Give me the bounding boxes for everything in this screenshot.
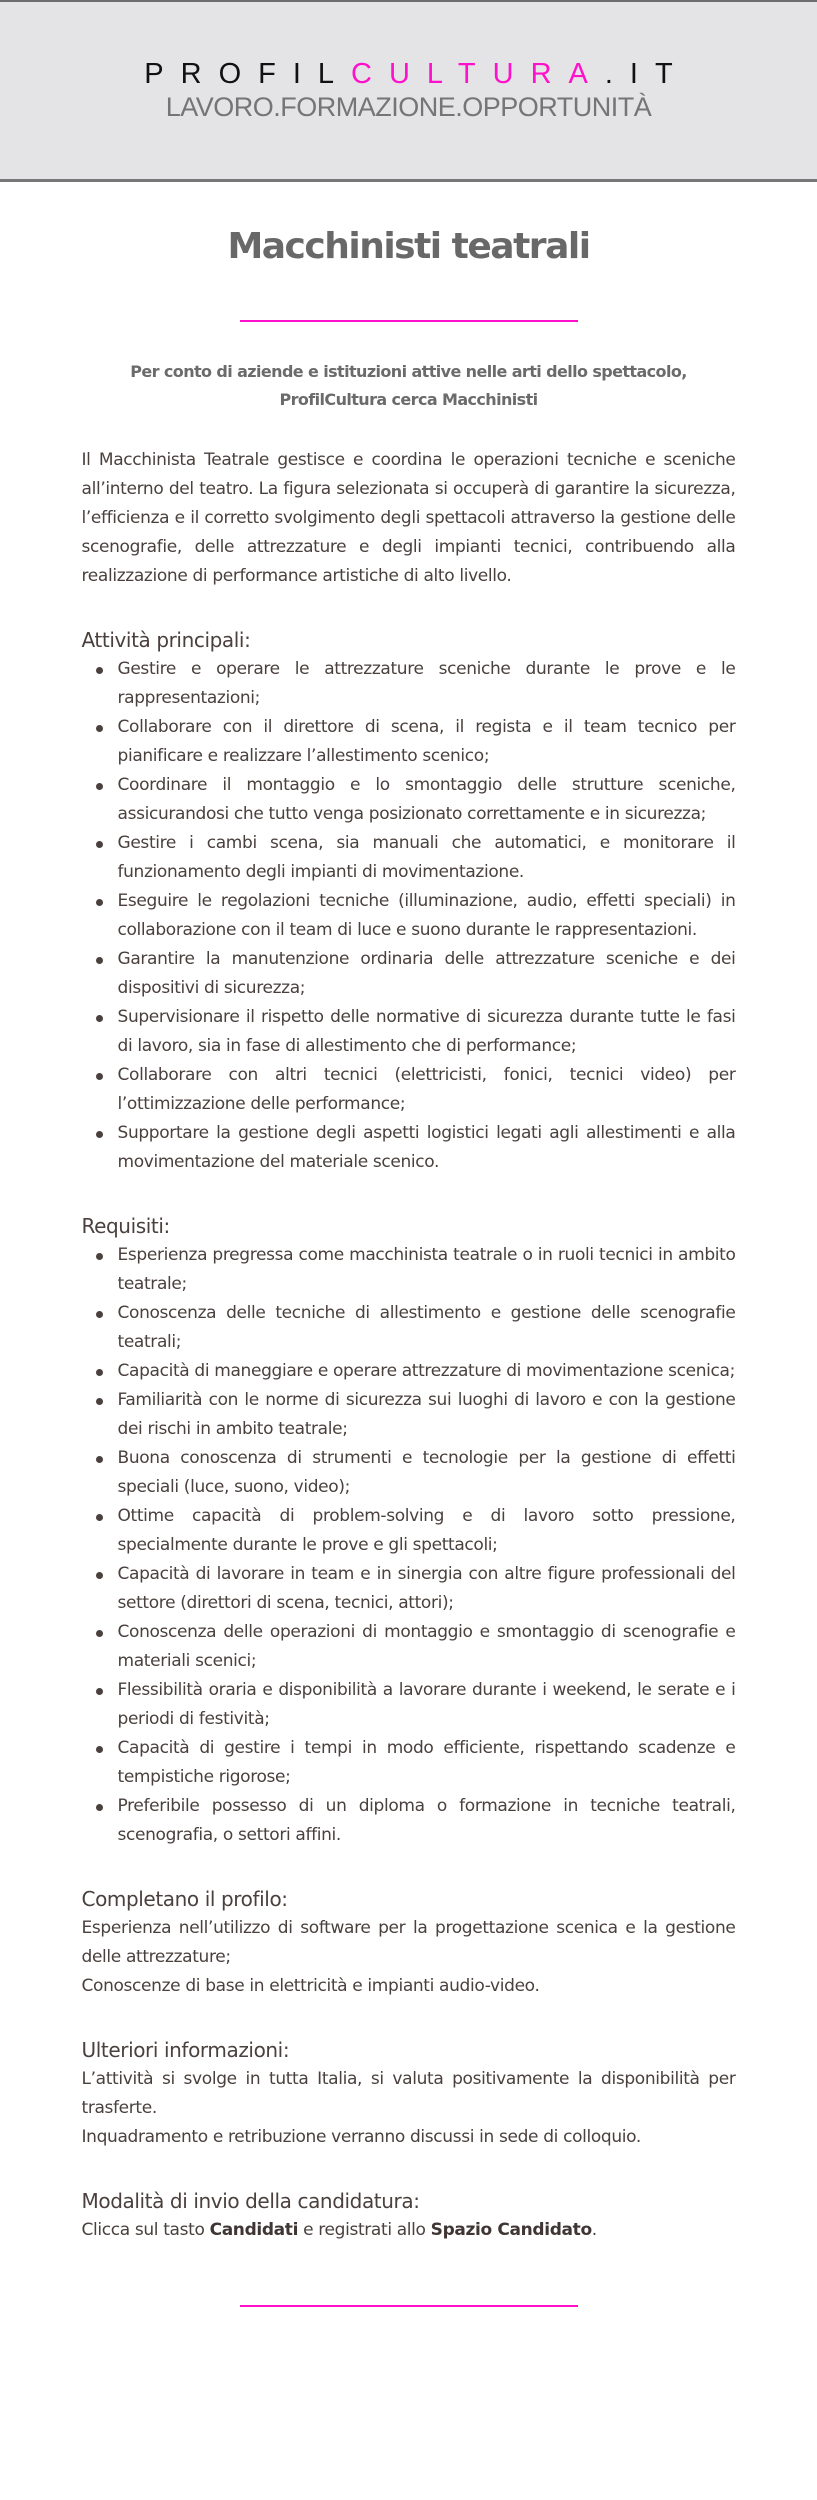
- application-instructions: [82, 2216, 736, 2245]
- activity-item: [118, 1061, 736, 1119]
- bullet-icon: [96, 1253, 103, 1260]
- activity-item: [118, 713, 736, 771]
- bullet-icon: [96, 725, 103, 732]
- logo-profil: PROFIL: [144, 58, 352, 90]
- activity-item-text: Gestire e operare le attrezzature sceniche durante le prove e le rappresentazioni;: [117, 659, 736, 708]
- activity-item: [118, 1003, 736, 1061]
- bullet-icon: [96, 1073, 103, 1080]
- site-logo[interactable]: [0, 58, 817, 90]
- activity-item-text: Collaborare con il direttore di scena, il regista e il team tecnico per pianificare e realizzare l’allestimento scenico;: [117, 717, 736, 766]
- requirement-item: [118, 1386, 736, 1444]
- logo-cultura: CULTURA: [351, 58, 605, 90]
- bullet-icon: [96, 1688, 103, 1695]
- requirement-item: [118, 1676, 736, 1734]
- requirement-item-text: Capacità di maneggiare e operare attrezzature di movimentazione scenica;: [117, 1361, 735, 1381]
- requirement-item: [118, 1299, 736, 1357]
- activity-item-text: Collaborare con altri tecnici (elettricisti, fonici, tecnici video) per l’ottimizzazione delle performance;: [117, 1065, 736, 1114]
- bullet-icon: [96, 841, 103, 848]
- bullet-icon: [96, 783, 103, 790]
- application-heading: Modalità di invio della candidatura:: [81, 2189, 420, 2213]
- requirement-item: [118, 1502, 736, 1560]
- bullet-icon: [96, 1311, 103, 1318]
- application-text-after: .: [591, 2220, 597, 2240]
- activities-heading: Attività principali:: [81, 628, 251, 652]
- intro-line-1: Per conto di aziende e istituzioni attive nelle arti dello spettacolo,: [130, 362, 687, 381]
- bullet-icon: [96, 1804, 103, 1811]
- activity-item-text: Garantire la manutenzione ordinaria delle attrezzature sceniche e dei dispositivi di sicurezza;: [117, 949, 736, 998]
- further-info-line: L’attività si svolge in tutta Italia, si valuta positivamente la disponibilità per trasferte.: [81, 2069, 736, 2118]
- requirement-item-text: Familiarità con le norme di sicurezza sui luoghi di lavoro e con la gestione dei rischi in ambito teatrale;: [117, 1390, 736, 1439]
- activity-item-text: Supervisionare il rispetto delle normative di sicurezza durante tutte le fasi di lavoro, sia in fase di allestimento che di performance;: [117, 1007, 736, 1056]
- further-info-line: Inquadramento e retribuzione verranno discussi in sede di colloquio.: [81, 2127, 641, 2147]
- activity-item: [118, 655, 736, 713]
- bullet-icon: [96, 667, 103, 674]
- requirement-item: [118, 1241, 736, 1299]
- requirement-item-text: Buona conoscenza di strumenti e tecnologie per la gestione di effetti speciali (luce, suono, video);: [117, 1448, 736, 1497]
- requirement-item: [118, 1444, 736, 1502]
- site-header: [0, 0, 817, 182]
- intro-line-2: ProfilCultura cerca Macchinisti: [279, 390, 538, 409]
- further-info-heading: Ulteriori informazioni:: [81, 2038, 290, 2062]
- requirement-item: [118, 1792, 736, 1850]
- application-text-middle: e registrati allo: [298, 2220, 431, 2240]
- activity-item-text: Supportare la gestione degli aspetti logistici legati agli allestimenti e alla movimentazione del materiale scenico.: [117, 1123, 736, 1172]
- activity-item: [118, 771, 736, 829]
- requirements-heading: Requisiti:: [81, 1214, 170, 1238]
- spazio-candidato-reference: Spazio Candidato: [430, 2220, 592, 2240]
- title-divider: [240, 320, 578, 322]
- job-description: Il Macchinista Teatrale gestisce e coordina le operazioni tecniche e sceniche all’interno del teatro. La figura selezionata si occuperà di garantire la sicurezza, l’efficienza e il corretto svolgimento degli spettacoli attraverso la gestione delle scenografie, delle attrezzature e degli impianti tecnici, contribuendo alla realizzazione di performance artistiche di alto livello.: [81, 450, 736, 586]
- requirement-item: [118, 1734, 736, 1792]
- intro-text: [82, 358, 736, 414]
- bullet-icon: [96, 1398, 103, 1405]
- activity-item: [118, 887, 736, 945]
- requirement-item-text: Preferibile possesso di un diploma o formazione in tecniche teatrali, scenografia, o settori affini.: [117, 1796, 736, 1845]
- bullet-icon: [96, 957, 103, 964]
- job-posting: [82, 182, 736, 2307]
- bullet-icon: [96, 1131, 103, 1138]
- requirement-item-text: Flessibilità oraria e disponibilità a lavorare durante i weekend, le serate e i periodi di festività;: [117, 1680, 736, 1729]
- activity-item: [118, 1119, 736, 1177]
- bullet-icon: [96, 1369, 103, 1376]
- bullet-icon: [96, 1572, 103, 1579]
- requirement-item-text: Capacità di lavorare in team e in sinergia con altre figure professionali del settore (direttori di scena, tecnici, attori);: [117, 1564, 736, 1613]
- bullet-icon: [96, 1015, 103, 1022]
- profile-text: [82, 1914, 736, 2001]
- profile-line: Esperienza nell’utilizzo di software per la progettazione scenica e la gestione delle attrezzature;: [81, 1918, 736, 1967]
- requirement-item: [118, 1560, 736, 1618]
- bullet-icon: [96, 1514, 103, 1521]
- further-info-text: [82, 2065, 736, 2152]
- footer-divider: [240, 2305, 578, 2307]
- activity-item: [118, 829, 736, 887]
- logo-tld: .IT: [604, 58, 690, 90]
- profile-line: Conoscenze di base in elettricità e impianti audio-video.: [81, 1976, 540, 1996]
- requirement-item-text: Conoscenza delle operazioni di montaggio e smontaggio di scenografie e materiali scenici;: [117, 1622, 736, 1671]
- bullet-icon: [96, 1456, 103, 1463]
- bullet-icon: [96, 899, 103, 906]
- page-title: Macchinisti teatrali: [227, 226, 590, 267]
- requirement-item: [118, 1618, 736, 1676]
- profile-heading: Completano il profilo:: [81, 1887, 288, 1911]
- activity-item-text: Eseguire le regolazioni tecniche (illuminazione, audio, effetti speciali) in collaborazione con il team di luce e suono durante le rappresentazioni.: [117, 891, 736, 940]
- activity-item-text: Gestire i cambi scena, sia manuali che automatici, e monitorare il funzionamento degli impianti di movimentazione.: [117, 833, 736, 882]
- bullet-icon: [96, 1630, 103, 1637]
- requirement-item-text: Capacità di gestire i tempi in modo efficiente, rispettando scadenze e tempistiche rigorose;: [117, 1738, 736, 1787]
- application-text-before: Clicca sul tasto: [81, 2220, 210, 2240]
- bullet-icon: [96, 1746, 103, 1753]
- activity-item-text: Coordinare il montaggio e lo smontaggio delle strutture sceniche, assicurandosi che tutto venga posizionato correttamente e in sicurezza;: [117, 775, 736, 824]
- requirement-item-text: Conoscenza delle tecniche di allestimento e gestione delle scenografie teatrali;: [117, 1303, 736, 1352]
- activity-item: [118, 945, 736, 1003]
- requirement-item: [118, 1357, 736, 1386]
- candidati-button-reference: Candidati: [209, 2220, 299, 2240]
- requirement-item-text: Ottime capacità di problem-solving e di lavoro sotto pressione, specialmente durante le prove e gli spettacoli;: [117, 1506, 736, 1555]
- activities-list: [82, 655, 736, 1177]
- requirement-item-text: Esperienza pregressa come macchinista teatrale o in ruoli tecnici in ambito teatrale;: [117, 1245, 736, 1294]
- requirements-list: [82, 1241, 736, 1850]
- site-tagline: LAVORO.FORMAZIONE.OPPORTUNITÀ: [165, 92, 652, 122]
